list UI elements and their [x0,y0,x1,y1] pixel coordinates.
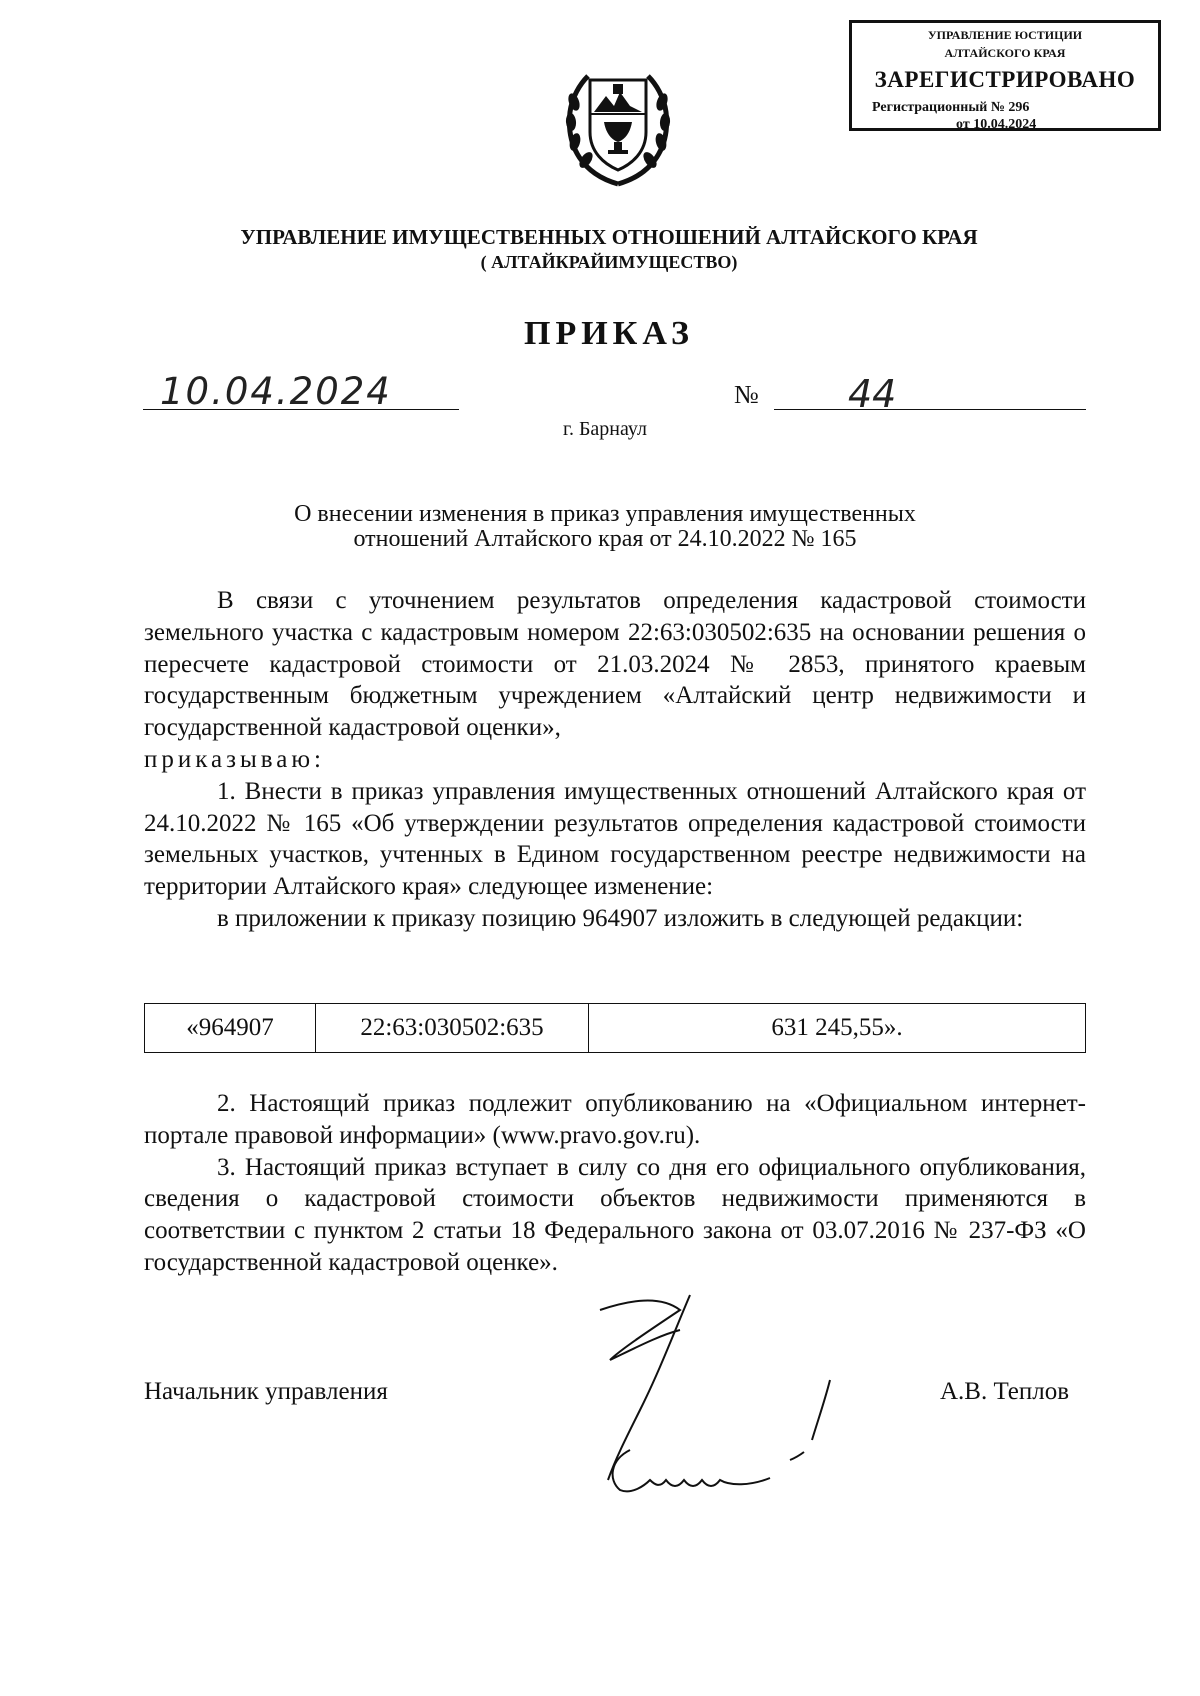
closing-block [144,1088,1086,1279]
position-table [144,1003,1086,1053]
authority-name: УПРАВЛЕНИЕ ИМУЩЕСТВЕННЫХ ОТНОШЕНИЙ АЛТАЙСКОГО КРАЯ [240,225,978,249]
signatory-title: Начальник управления [144,1378,388,1405]
preamble-block [144,585,1086,935]
preamble-paragraph: В связи с уточнением результатов определения кадастровой стоимости земельного участка с кадастровым номером 22:63:030502:635 на основании решения о пересчете кадастровой стоимости от 21.03.2024 № 2853, принятого краевым государственным бюджетным учреждением «Алтайский центр недвижимости и государственной кадастровой оценки», [144,587,1086,742]
signatory-name: А.В. Теплов [940,1378,1070,1405]
stamp-status: ЗАРЕГИСТРИРОВАНО [874,67,1136,92]
stamp-reg-number: Регистрационный № 296 [872,100,1030,115]
city-label: г. Барнаул [563,418,647,440]
item1-sub-paragraph: в приложении к приказу позицию 964907 изложить в следующей редакции: [217,904,1024,932]
registration-stamp [849,20,1161,131]
authority-short-name: ( АЛТАЙКРАЙИМУЩЕСТВО) [480,252,738,272]
altai-krai-coat-of-arms-icon [558,62,678,190]
cadastral-number-cell: 22:63:030502:635 [316,1004,589,1053]
order-subject [180,502,1030,552]
position-cell: «964907 [145,1004,316,1053]
stamp-reg-date: от 10.04.2024 [956,117,1037,132]
item2-paragraph: 2. Настоящий приказ подлежит опубликованию на «Официальном интернет-портале правовой информации» (www.pravo.gov.ru). [144,1090,1086,1149]
order-word: приказываю: [144,745,325,773]
handwritten-signature [590,1290,910,1510]
subject-line2: отношений Алтайского края от 24.10.2022 № 165 [353,526,857,552]
stamp-org-line2: АЛТАЙСКОГО КРАЯ [944,46,1066,60]
number-label: № [734,380,759,409]
item3-paragraph: 3. Настоящий приказ вступает в силу со дня его официального опубликования, сведения о кадастровой стоимости объектов недвижимости применяются в соответствии с пунктом 2 статьи 18 Федерального закона от 03.07.2016 № 237-ФЗ «О государственной кадастровой оценке». [144,1153,1086,1276]
cadastral-value-cell: 631 245,55». [589,1004,1086,1053]
handwritten-number: 44 [848,372,897,416]
date-underline [143,409,459,410]
item1-paragraph: 1. Внести в приказ управления имущественных отношений Алтайского края от 24.10.2022 № 165 «Об утверждении результатов определения кадастровой стоимости земельных участков, учтенных в Едином государственном реестре недвижимости на территории Алтайского края» следующее изменение: [144,777,1086,901]
subject-line1: О внесении изменения в приказ управления имущественных [294,501,916,527]
table-row [145,1004,1086,1053]
stamp-org-line1: УПРАВЛЕНИЕ ЮСТИЦИИ [927,28,1083,42]
number-underline [774,409,1086,410]
document-type-title: ПРИКАЗ [524,315,694,352]
handwritten-date: 10.04.2024 [160,370,392,413]
